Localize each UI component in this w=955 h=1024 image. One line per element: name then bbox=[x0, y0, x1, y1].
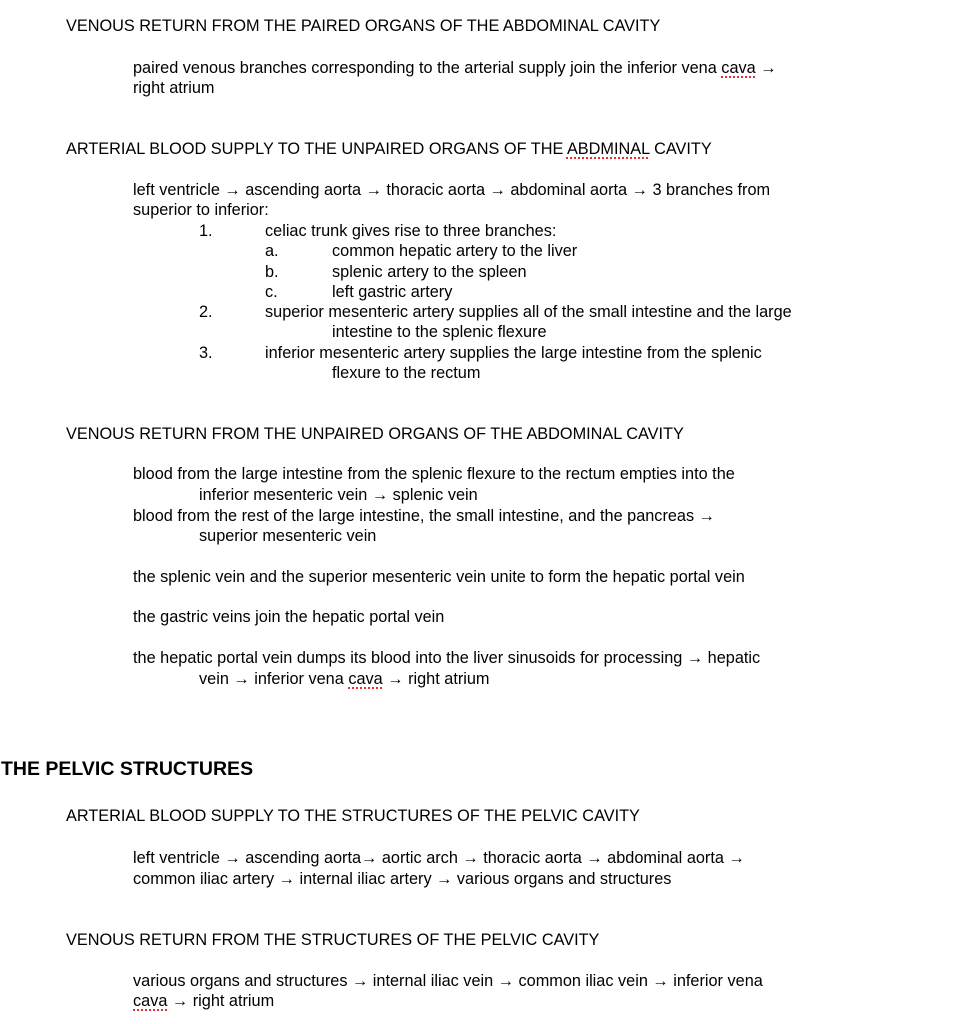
heading-paired-venous: VENOUS RETURN FROM THE PAIRED ORGANS OF THE ABDOMINAL CAVITY bbox=[66, 17, 661, 35]
pelvic-venous-line-2 bbox=[133, 991, 274, 1011]
paired-venous-line-1 bbox=[133, 58, 777, 78]
heading-unpaired-venous: VENOUS RETURN FROM THE UNPAIRED ORGANS OF THE ABDOMINAL CAVITY bbox=[66, 425, 684, 443]
unpaired-venous-p1-line-2: inferior mesenteric vein → splenic vein bbox=[199, 486, 478, 504]
branch-cont-2: intestine to the splenic flexure bbox=[332, 323, 547, 341]
sub-letter-c: c. bbox=[265, 283, 278, 301]
pelvic-arterial-line-2: common iliac artery → internal iliac artery → various organs and structures bbox=[133, 870, 672, 888]
arterial-intro-line-2: superior to inferior: bbox=[133, 201, 269, 219]
sub-letter-b: b. bbox=[265, 263, 279, 281]
branch-text-3: inferior mesenteric artery supplies the large intestine from the splenic bbox=[265, 344, 762, 362]
arterial-intro-line-1: left ventricle → ascending aorta → thoracic aorta → abdominal aorta → 3 branches from bbox=[133, 181, 771, 199]
unpaired-venous-p5-line-1: the hepatic portal vein dumps its blood into the liver sinusoids for processing → hepatic bbox=[133, 649, 761, 667]
heading-unpaired-arterial bbox=[66, 139, 712, 159]
unpaired-venous-p5-line-2 bbox=[199, 669, 490, 689]
unpaired-venous-p3: the splenic vein and the superior mesenteric vein unite to form the hepatic portal vein bbox=[133, 568, 745, 586]
heading-pelvic-venous: VENOUS RETURN FROM THE STRUCTURES OF THE PELVIC CAVITY bbox=[66, 931, 600, 949]
p5-line-2-post: → right atrium bbox=[382, 670, 490, 688]
unpaired-venous-p2-line-1: blood from the rest of the large intestine, the small intestine, and the pancreas → bbox=[133, 507, 715, 525]
heading-unpaired-arterial-pre: ARTERIAL BLOOD SUPPLY TO THE UNPAIRED ORGANS OF THE bbox=[66, 140, 567, 158]
unpaired-venous-p1-line-1: blood from the large intestine from the splenic flexure to the rectum empties into the bbox=[133, 465, 735, 483]
paired-venous-line-1-tail: → bbox=[755, 59, 777, 77]
pelvic-venous-line-2-post: → right atrium bbox=[167, 992, 275, 1010]
paired-venous-line-2: right atrium bbox=[133, 79, 215, 97]
pelvic-arterial-line-1: left ventricle → ascending aorta→ aortic arch → thoracic aorta → abdominal aorta → bbox=[133, 849, 745, 867]
spelling-flag-cava-2: cava bbox=[348, 670, 383, 688]
unpaired-venous-p4: the gastric veins join the hepatic portal vein bbox=[133, 608, 445, 626]
heading-pelvic-arterial: ARTERIAL BLOOD SUPPLY TO THE STRUCTURES OF THE PELVIC CAVITY bbox=[66, 807, 640, 825]
branch-number-2: 2. bbox=[199, 303, 213, 321]
branch-number-1: 1. bbox=[199, 222, 213, 240]
unpaired-venous-p2-line-2: superior mesenteric vein bbox=[199, 527, 377, 545]
pelvic-venous-line-1: various organs and structures → internal iliac vein → common iliac vein → inferior vena bbox=[133, 972, 763, 990]
branch-number-3: 3. bbox=[199, 344, 213, 362]
sub-text-b: splenic artery to the spleen bbox=[332, 263, 527, 281]
sub-letter-a: a. bbox=[265, 242, 279, 260]
branch-cont-3: flexure to the rectum bbox=[332, 364, 481, 382]
paired-venous-line-1-text: paired venous branches corresponding to the arterial supply join the inferior vena bbox=[133, 59, 722, 77]
spelling-flag-cava: cava bbox=[721, 59, 756, 77]
sub-text-c: left gastric artery bbox=[332, 283, 453, 301]
spelling-flag-abdminal: ABDMINAL bbox=[566, 140, 650, 158]
branch-text-2: superior mesenteric artery supplies all of the small intestine and the large bbox=[265, 303, 792, 321]
heading-unpaired-arterial-post: CAVITY bbox=[649, 140, 712, 158]
sub-text-a: common hepatic artery to the liver bbox=[332, 242, 578, 260]
spelling-flag-cava-3: cava bbox=[133, 992, 168, 1010]
pelvic-section-title: THE PELVIC STRUCTURES bbox=[1, 758, 254, 780]
p5-line-2-pre: vein → inferior vena bbox=[199, 670, 349, 688]
branch-text-1: celiac trunk gives rise to three branches: bbox=[265, 222, 557, 240]
